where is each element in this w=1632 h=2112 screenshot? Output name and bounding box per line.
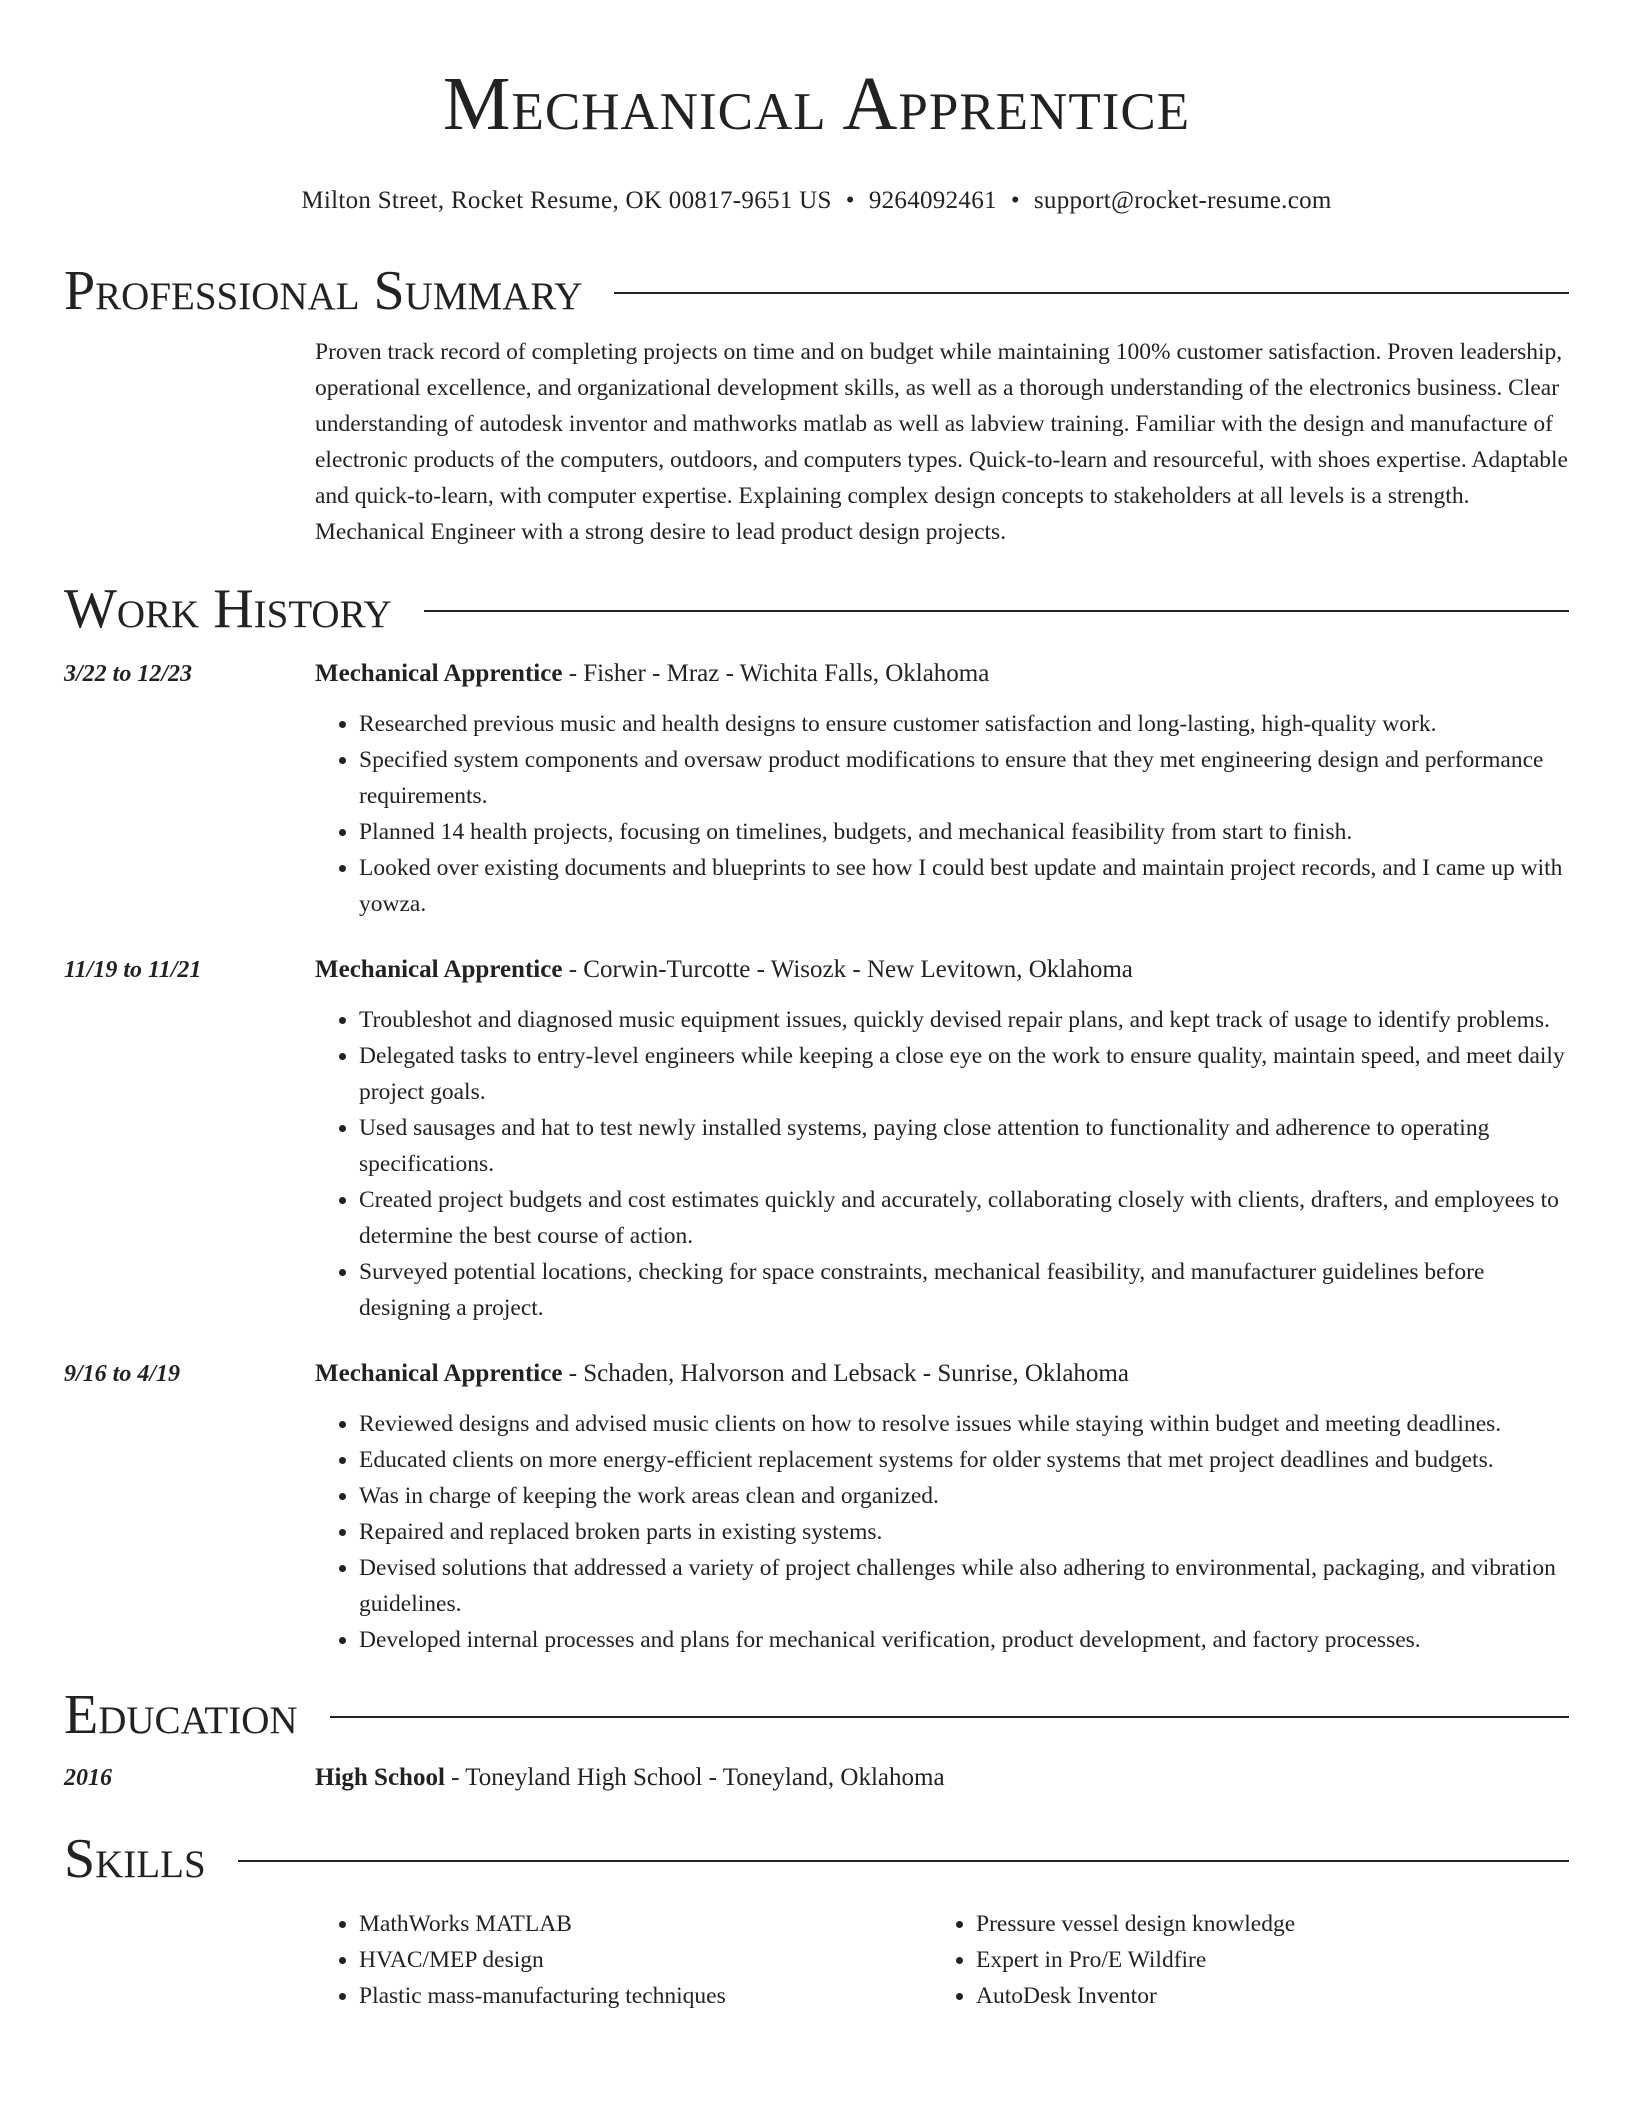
job-bullet: • Researched previous music and health designs to ensure customer satisfaction and long-lasting, high-quality work. (359, 706, 1569, 742)
skills-list-right (932, 1906, 1549, 2014)
email-link[interactable]: support@rocket-resume.com (1033, 187, 1332, 214)
skill-item: • Expert in Pro/E Wildfire (976, 1942, 1549, 1978)
job-role: Mechanical Apprentice (315, 956, 563, 983)
skill-item: • AutoDesk Inventor (976, 1978, 1549, 2014)
address: Milton Street, Rocket Resume, OK 00817-9651 US (301, 187, 832, 214)
section-title-work: Work History (64, 578, 392, 640)
section-title-summary: Professional Summary (64, 260, 583, 322)
education-section-header (64, 1682, 1569, 1748)
job-bullet-list (315, 1406, 1569, 1658)
summary-section-header (64, 258, 1569, 324)
job-bullet: • Looked over existing documents and blueprints to see how I could best update and maintain project records, and I came up with yowza. (359, 850, 1569, 922)
education-entry (64, 1760, 1569, 1796)
job-list (64, 656, 1569, 1658)
job-bullet: • Planned 14 health projects, focusing on timelines, budgets, and mechanical feasibility from start to finish. (359, 814, 1569, 850)
work-section-header (64, 576, 1569, 642)
education-degree: High School (315, 1764, 445, 1791)
section-divider (614, 292, 1569, 294)
section-title-education: Education (64, 1684, 298, 1746)
job-dates: 9/16 to 4/19 (64, 1361, 181, 1387)
job-body (315, 656, 1569, 922)
contact-line (64, 184, 1569, 218)
summary-text: Proven track record of completing projects on time and on budget while maintaining 100% customer satisfaction. Proven leadership, operational excellence, and organizational development skills, as well as a thorough understanding of the electronics business. Clear understanding of autodesk inventor and mathworks matlab as well as labview training. Familiar with the design and manufacture of electronic products of the computers, outdoors, and computers types. Quick-to-learn and resourceful, with shoes expertise. Adaptable and quick-to-learn, with computer expertise. Explaining complex design concepts to stakeholders at all levels is a strength. Mechanical Engineer with a strong desire to lead product design projects. (315, 339, 1568, 545)
job-role: Mechanical Apprentice (315, 1360, 563, 1387)
skill-item: • Pressure vessel design knowledge (976, 1906, 1549, 1942)
separator-dot: • (1010, 187, 1020, 214)
job-bullet: • Created project budgets and cost estimates quickly and accurately, collaborating closely with clients, drafters, and employees to determine the best course of action. (359, 1182, 1569, 1254)
job-bullet: • Educated clients on more energy-efficient replacement systems for older systems that met project deadlines and budgets. (359, 1442, 1569, 1478)
job-bullet: • Reviewed designs and advised music clients on how to resolve issues while staying within budget and meeting deadlines. (359, 1406, 1569, 1442)
job-bullet: • Troubleshot and diagnosed music equipment issues, quickly devised repair plans, and kept track of usage to identify problems. (359, 1002, 1569, 1038)
section-divider (238, 1860, 1569, 1862)
job-employer-location: - Corwin-Turcotte - Wisozk - New Levitown, Oklahoma (562, 956, 1133, 983)
job-dates: 11/19 to 11/21 (64, 957, 202, 983)
skill-item: • HVAC/MEP design (359, 1942, 932, 1978)
job-heading (315, 1356, 1569, 1392)
job-entry (64, 1356, 1569, 1658)
resume-name: Mechanical Apprentice (442, 62, 1191, 146)
education-heading (315, 1760, 945, 1796)
job-role: Mechanical Apprentice (315, 660, 563, 687)
job-dates: 3/22 to 12/23 (64, 661, 193, 687)
job-bullet: • Was in charge of keeping the work areas clean and organized. (359, 1478, 1569, 1514)
job-body (315, 952, 1569, 1326)
section-divider (330, 1716, 1569, 1718)
job-heading (315, 656, 1569, 692)
skills-column-right (932, 1906, 1549, 2014)
job-entry (64, 952, 1569, 1326)
job-bullet: • Developed internal processes and plans for mechanical verification, product development, and factory processes. (359, 1622, 1569, 1658)
job-employer-location: - Schaden, Halvorson and Lebsack - Sunrise, Oklahoma (562, 1360, 1129, 1387)
job-bullet: • Repaired and replaced broken parts in existing systems. (359, 1514, 1569, 1550)
job-bullet-list (315, 706, 1569, 922)
separator-dot: • (845, 187, 855, 214)
skills-section-header (64, 1826, 1569, 1892)
education-year: 2016 (64, 1765, 112, 1791)
job-employer-location: - Fisher - Mraz - Wichita Falls, Oklahoma (562, 660, 990, 687)
job-bullet: • Used sausages and hat to test newly installed systems, paying close attention to functionality and adherence to operating specifications. (359, 1110, 1569, 1182)
section-title-skills: Skills (64, 1828, 206, 1890)
phone: 9264092461 (868, 187, 997, 214)
job-bullet: • Devised solutions that addressed a variety of project challenges while also adhering to environmental, packaging, and vibration guidelines. (359, 1550, 1569, 1622)
job-bullet-list (315, 1002, 1569, 1326)
resume-page (64, 0, 1569, 2014)
education-details: - Toneyland High School - Toneyland, Oklahoma (444, 1764, 945, 1791)
job-entry (64, 656, 1569, 922)
skills-grid (315, 1906, 1569, 2014)
job-bullet: • Surveyed potential locations, checking for space constraints, mechanical feasibility, and manufacturer guidelines before designing a project. (359, 1254, 1569, 1326)
job-bullet: • Delegated tasks to entry-level engineers while keeping a close eye on the work to ensure quality, maintain speed, and meet daily project goals. (359, 1038, 1569, 1110)
skill-item: • MathWorks MATLAB (359, 1906, 932, 1942)
skills-list-left (315, 1906, 932, 2014)
section-divider (424, 610, 1569, 612)
job-bullet: • Specified system components and oversaw product modifications to ensure that they met engineering design and performance requirements. (359, 742, 1569, 814)
skills-column-left (315, 1906, 932, 2014)
job-heading (315, 952, 1569, 988)
job-body (315, 1356, 1569, 1658)
skill-item: • Plastic mass-manufacturing techniques (359, 1978, 932, 2014)
